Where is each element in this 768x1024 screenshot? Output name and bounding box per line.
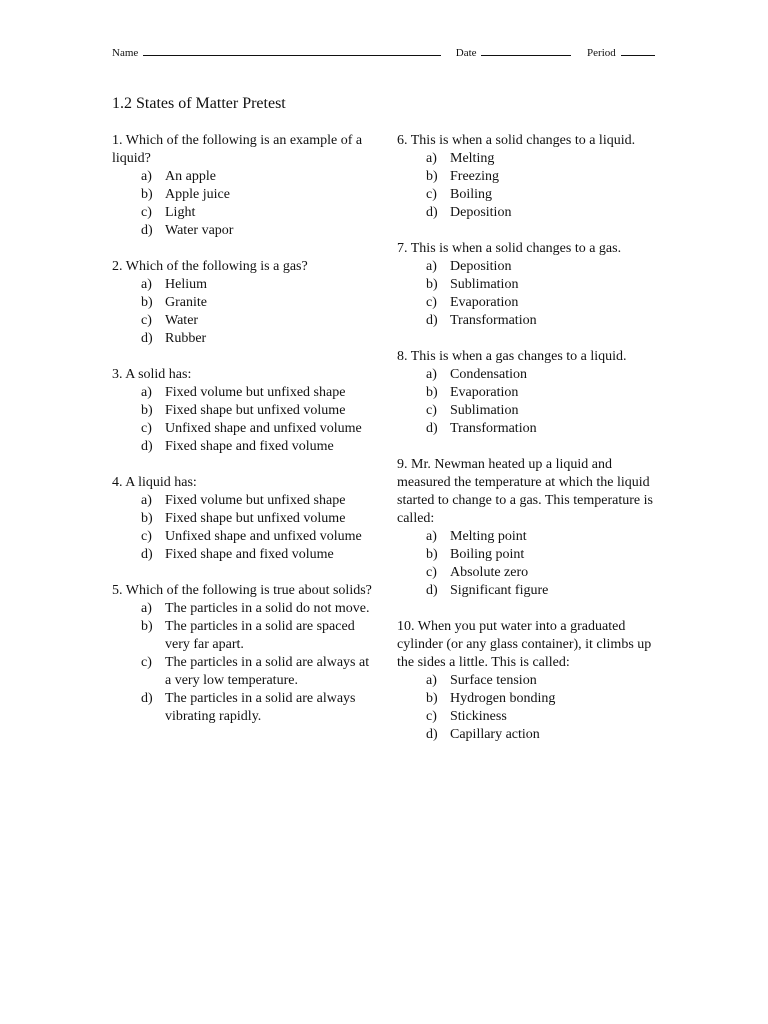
option-text: Hydrogen bonding [450,691,556,706]
option-letter: a) [426,367,437,382]
answer-option[interactable] [112,420,374,438]
option-letter: a) [141,493,152,508]
answer-option[interactable] [112,690,374,726]
question-stem: 2. Which of the following is a gas? [112,259,308,274]
answer-options [397,366,659,438]
answer-options [397,258,659,330]
answer-option[interactable] [112,330,374,348]
option-letter-wrap [397,528,450,546]
option-letter: d) [141,223,153,238]
answer-option[interactable] [397,366,659,384]
answer-options [112,276,374,348]
option-text: Light [165,205,196,220]
option-letter: b) [426,691,438,706]
answer-option[interactable] [397,186,659,204]
answer-options [397,150,659,222]
question-stem: 5. Which of the following is true about solids? [112,583,372,598]
option-text: Surface tension [450,673,537,688]
option-letter-wrap [397,402,450,420]
option-letter-wrap [112,330,165,348]
option-letter-wrap [112,600,165,618]
answer-option[interactable] [397,690,659,708]
option-letter: a) [141,277,152,292]
option-letter: c) [141,529,152,544]
option-letter: b) [141,295,153,310]
name-field[interactable] [112,45,441,60]
option-text: Unfixed shape and unfixed volume [165,421,362,436]
option-text: Capillary action [450,727,540,742]
option-letter: d) [141,331,153,346]
answer-option[interactable] [112,654,374,690]
answer-option[interactable] [397,582,659,600]
option-letter: b) [426,169,438,184]
question-stem: 3. A solid has: [112,367,192,382]
option-letter: c) [141,421,152,436]
answer-option[interactable] [112,402,374,420]
question-block [397,618,659,744]
option-text: Helium [165,277,207,292]
question-stem: 6. This is when a solid changes to a liquid. [397,133,636,148]
option-text: Fixed shape and fixed volume [165,439,334,454]
option-text: Fixed shape and fixed volume [165,547,334,562]
question-block [112,258,374,348]
option-text: Significant figure [450,583,549,598]
answer-options [112,384,374,456]
option-letter: d) [426,583,438,598]
period-blank[interactable] [621,45,655,56]
question-block [112,582,374,726]
question-stem: 1. Which of the following is an example of a liquid? [112,133,363,166]
option-letter-wrap [112,186,165,204]
option-letter: d) [141,439,153,454]
option-letter-wrap [112,654,165,690]
answer-option[interactable] [112,276,374,294]
question-stem: 8. This is when a gas changes to a liquid. [397,349,627,364]
option-letter-wrap [112,402,165,420]
option-letter-wrap [397,690,450,708]
answer-option[interactable] [397,420,659,438]
option-letter-wrap [112,420,165,438]
option-letter-wrap [112,546,165,564]
question-block [112,474,374,564]
option-letter-wrap [112,168,165,186]
option-letter: a) [141,601,152,616]
option-text: The particles in a solid are always vibrating rapidly. [165,691,356,724]
option-text: Fixed shape but unfixed volume [165,511,346,526]
answer-option[interactable] [112,618,374,654]
option-letter: a) [426,151,437,166]
option-letter: b) [141,187,153,202]
option-text: Freezing [450,169,499,184]
option-letter-wrap [397,150,450,168]
question-block [397,240,659,330]
period-field[interactable] [587,45,654,60]
option-letter: a) [426,529,437,544]
option-letter-wrap [112,492,165,510]
option-text: Apple juice [165,187,230,202]
option-letter-wrap [112,690,165,726]
question-stem: 10. When you put water into a graduated cylinder (or any glass container), it climbs up the sides a little. This is called: [397,619,652,670]
option-text: Absolute zero [450,565,529,580]
option-letter-wrap [397,546,450,564]
option-text: Rubber [165,331,207,346]
option-letter: c) [141,313,152,328]
option-text: Fixed shape but unfixed volume [165,403,346,418]
answer-option[interactable] [112,510,374,528]
period-label: Period [587,47,616,59]
option-letter: b) [426,385,438,400]
option-letter: b) [141,403,153,418]
option-letter: c) [141,205,152,220]
name-blank[interactable] [143,45,441,56]
option-text: An apple [165,169,216,184]
option-letter-wrap [112,294,165,312]
option-text: Stickiness [450,709,507,724]
option-text: Boiling [450,187,493,202]
option-letter-wrap [397,312,450,330]
option-letter-wrap [112,204,165,222]
option-letter-wrap [397,672,450,690]
option-text: Fixed volume but unfixed shape [165,385,346,400]
answer-option[interactable] [112,528,374,546]
date-label: Date [455,47,477,59]
option-text: Unfixed shape and unfixed volume [165,529,362,544]
answer-option[interactable] [397,150,659,168]
option-letter-wrap [112,276,165,294]
option-letter: c) [426,709,437,724]
option-letter-wrap [397,726,450,744]
name-label: Name [112,47,139,59]
answer-option[interactable] [397,546,659,564]
option-letter: b) [426,277,438,292]
answer-option[interactable] [112,546,374,564]
option-letter: b) [141,619,153,634]
option-letter-wrap [397,564,450,582]
option-text: Transformation [450,313,537,328]
option-letter: c) [141,655,152,670]
answer-option[interactable] [397,672,659,690]
option-letter-wrap [397,186,450,204]
option-letter: d) [426,205,438,220]
question-stem: 9. Mr. Newman heated up a liquid and measured the temperature at which the liquid started to change to a gas. This temperature is called: [397,457,653,526]
option-text: Sublimation [450,403,519,418]
option-text: The particles in a solid are spaced very far apart. [165,619,355,652]
option-letter-wrap [397,258,450,276]
answer-option[interactable] [397,276,659,294]
answer-options [112,600,374,726]
option-letter: d) [141,691,153,706]
option-letter: a) [426,673,437,688]
question-block [112,366,374,456]
answer-options [112,492,374,564]
option-letter-wrap [397,204,450,222]
option-text: Deposition [450,205,512,220]
question-block [112,132,374,240]
option-letter: d) [426,727,438,742]
answer-options [112,168,374,240]
option-letter: d) [141,547,153,562]
option-letter: b) [141,511,153,526]
option-letter: a) [141,169,152,184]
question-block [397,456,659,600]
answer-option[interactable] [112,600,374,618]
option-letter-wrap [397,366,450,384]
option-letter: c) [426,187,437,202]
answer-options [397,528,659,600]
option-letter: a) [141,385,152,400]
answer-options [397,672,659,744]
option-text: The particles in a solid do not move. [165,601,370,616]
left-question-column [112,132,374,744]
option-letter-wrap [397,582,450,600]
option-letter-wrap [112,438,165,456]
answer-option[interactable] [112,438,374,456]
option-letter-wrap [112,312,165,330]
answer-option[interactable] [397,204,659,222]
header-fields [112,45,652,60]
option-letter-wrap [397,420,450,438]
option-text: Granite [165,295,207,310]
answer-option[interactable] [112,204,374,222]
option-text: Evaporation [450,385,519,400]
option-letter: c) [426,403,437,418]
option-letter: b) [426,547,438,562]
answer-option[interactable] [397,168,659,186]
option-letter-wrap [397,168,450,186]
page-title: 1.2 States of Matter Pretest [112,95,286,112]
answer-option[interactable] [397,528,659,546]
option-text: Deposition [450,259,512,274]
date-blank[interactable] [481,45,571,56]
option-text: Melting point [450,529,527,544]
option-text: The particles in a solid are always at a very low temperature. [165,655,370,688]
answer-option[interactable] [397,312,659,330]
option-text: Evaporation [450,295,519,310]
question-block [397,348,659,438]
option-text: Boiling point [450,547,525,562]
option-text: Fixed volume but unfixed shape [165,493,346,508]
answer-option[interactable] [397,726,659,744]
answer-option[interactable] [112,312,374,330]
option-letter-wrap [397,276,450,294]
question-block [397,132,659,222]
option-letter: d) [426,421,438,436]
option-text: Water vapor [165,223,234,238]
option-letter-wrap [112,384,165,402]
right-question-column [397,132,659,762]
option-text: Sublimation [450,277,519,292]
option-letter-wrap [397,384,450,402]
answer-option[interactable] [397,708,659,726]
answer-option[interactable] [112,168,374,186]
option-letter: c) [426,295,437,310]
option-letter-wrap [397,294,450,312]
answer-option[interactable] [397,402,659,420]
option-letter-wrap [397,708,450,726]
question-stem: 4. A liquid has: [112,475,197,490]
option-text: Condensation [450,367,527,382]
answer-option[interactable] [112,492,374,510]
answer-option[interactable] [397,258,659,276]
answer-option[interactable] [112,186,374,204]
option-text: Water [165,313,199,328]
answer-option[interactable] [397,384,659,402]
answer-option[interactable] [112,222,374,240]
option-text: Melting [450,151,495,166]
date-field[interactable] [456,45,572,60]
option-letter: c) [426,565,437,580]
answer-option[interactable] [112,384,374,402]
option-text: Transformation [450,421,537,436]
question-stem: 7. This is when a solid changes to a gas. [397,241,622,256]
answer-option[interactable] [397,564,659,582]
option-letter-wrap [112,510,165,528]
option-letter: a) [426,259,437,274]
option-letter-wrap [112,222,165,240]
answer-option[interactable] [397,294,659,312]
option-letter-wrap [112,618,165,654]
option-letter: d) [426,313,438,328]
option-letter-wrap [112,528,165,546]
answer-option[interactable] [112,294,374,312]
